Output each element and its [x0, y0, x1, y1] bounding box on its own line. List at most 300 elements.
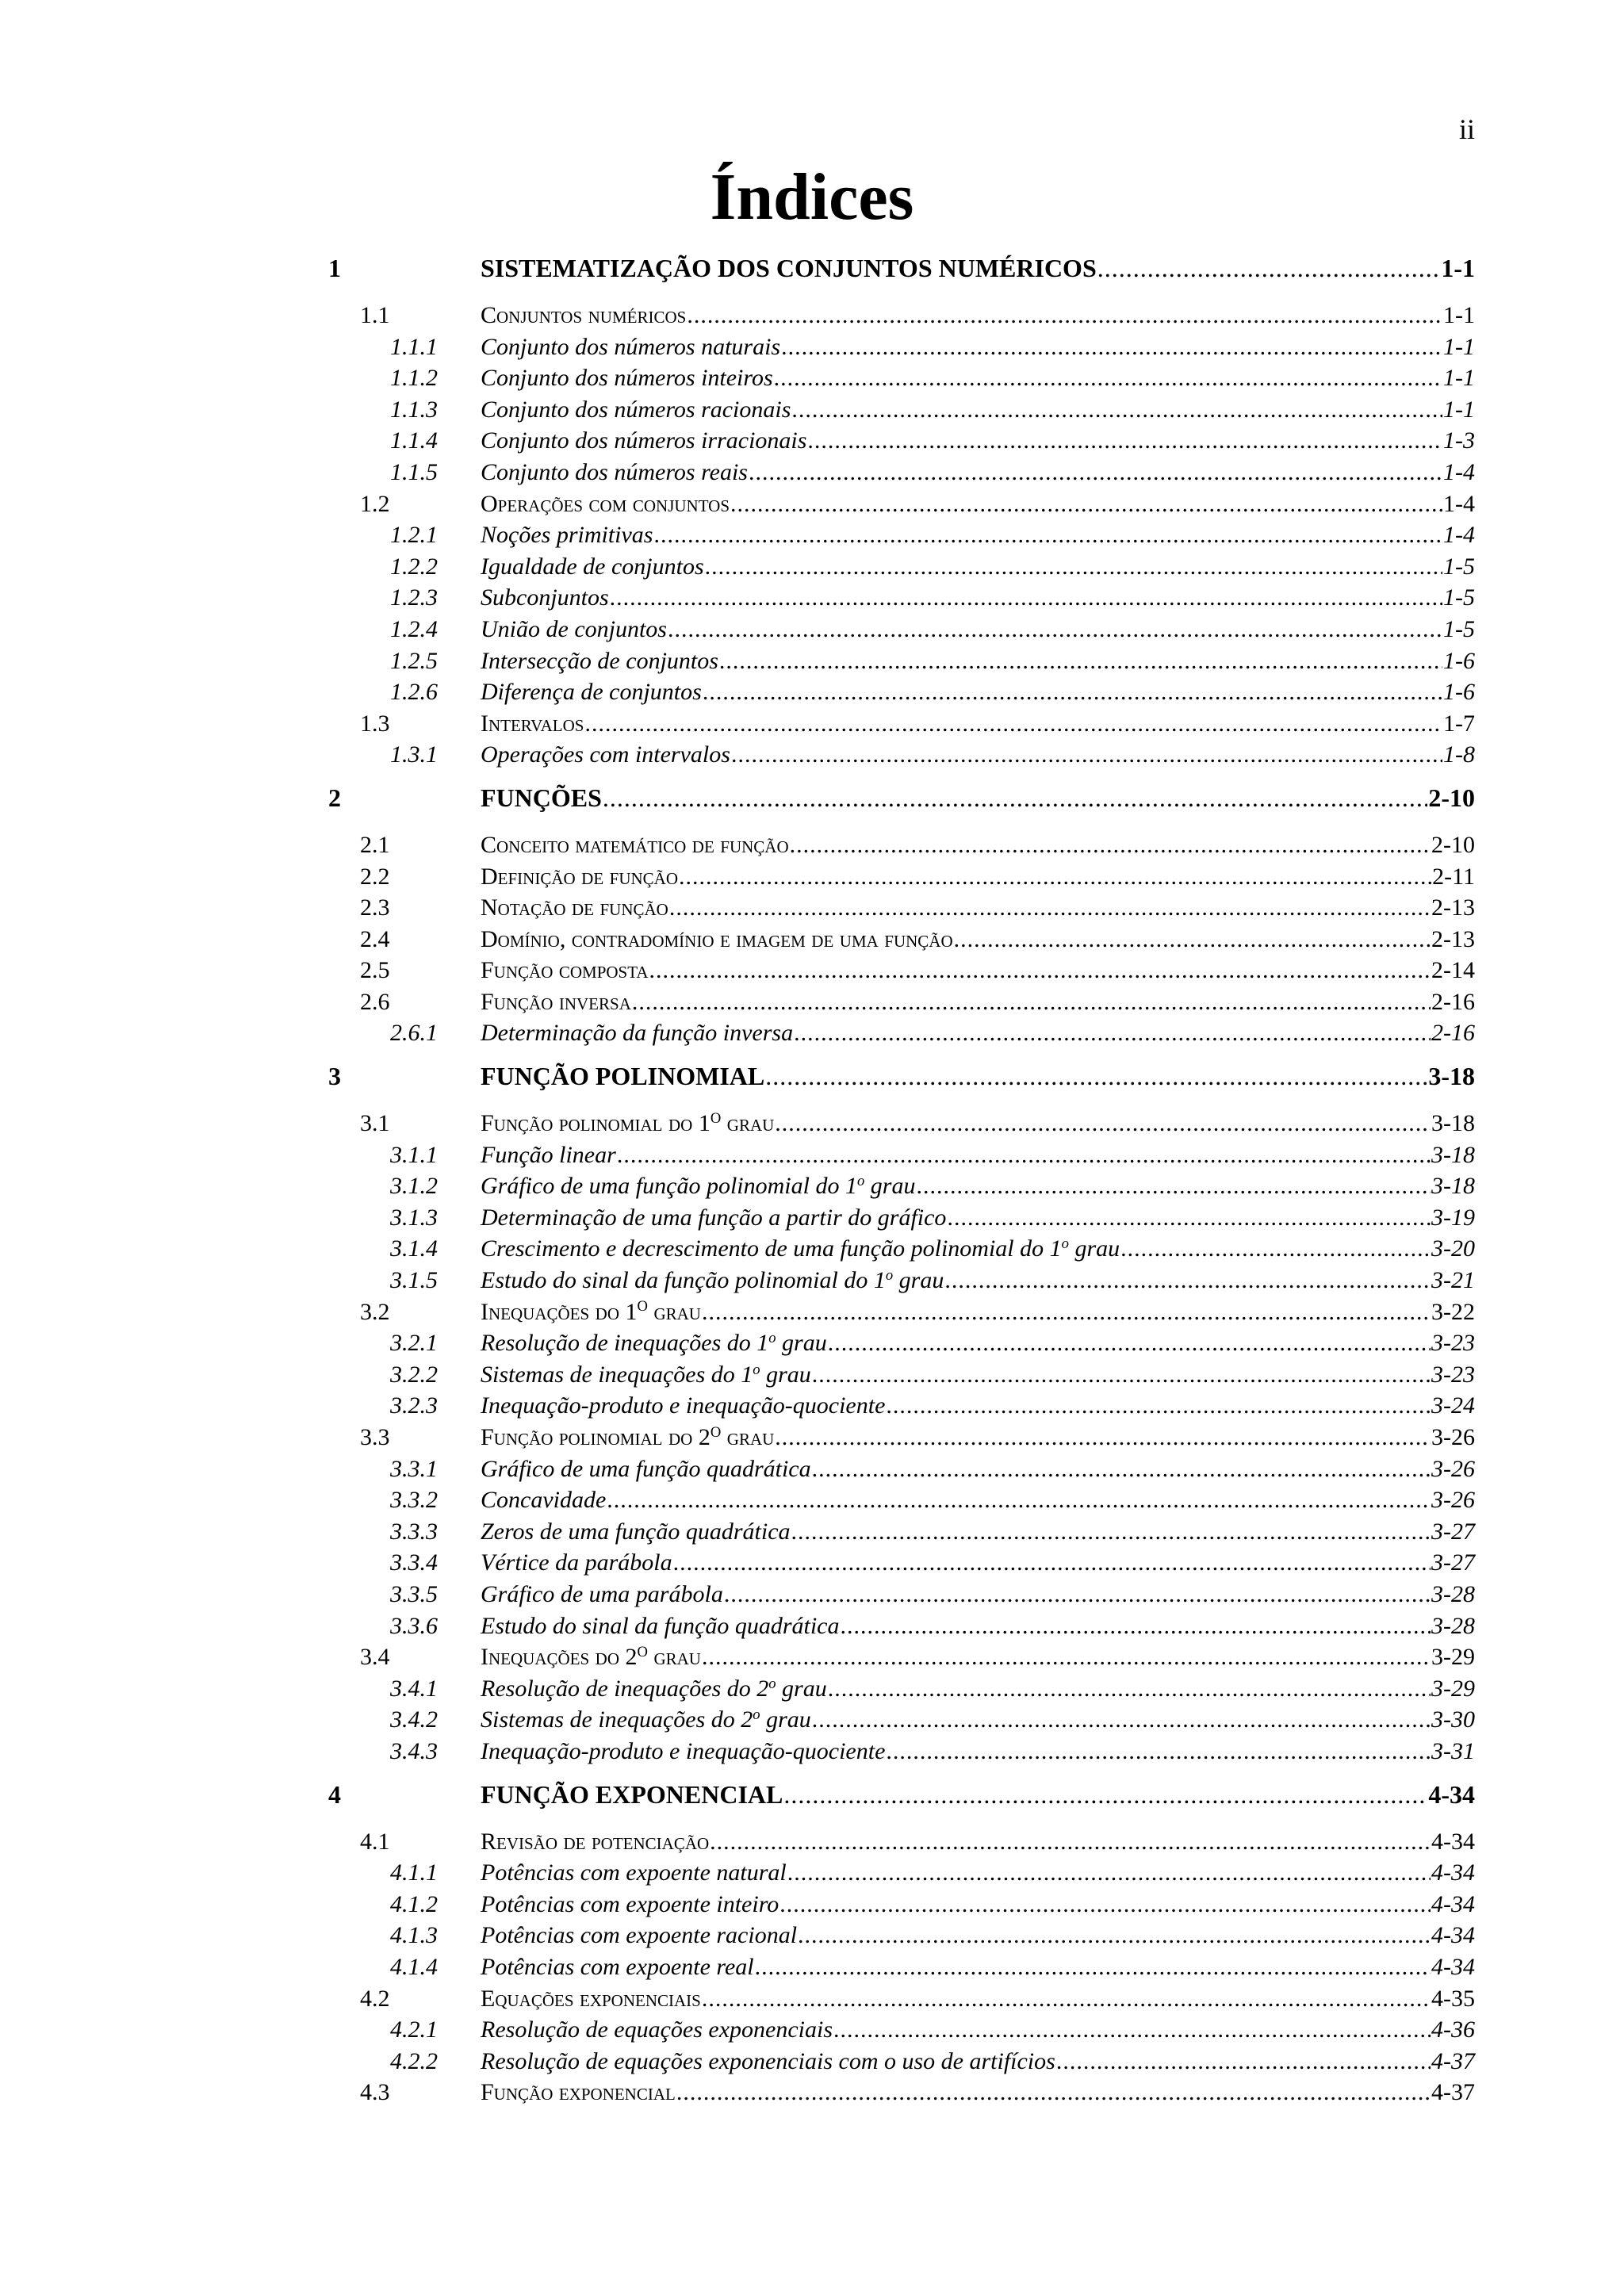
- toc-entry-title-text: Intersecção de conjuntos: [481, 647, 718, 674]
- toc-entry-3-4[interactable]: [328, 1641, 1475, 1673]
- toc-entry-title-text: Conjunto dos números reais: [481, 458, 748, 485]
- ordinal-indicator: O: [710, 1109, 722, 1127]
- toc-entry-leader-line: [481, 1453, 1475, 1485]
- toc-entry-number: 1.2.3: [390, 584, 438, 611]
- toc-entry-leader-line: [481, 708, 1475, 740]
- toc-entry-3-3-1[interactable]: [328, 1453, 1475, 1485]
- toc-entry-leader-line: [481, 252, 1475, 284]
- toc-entry-3-3-5[interactable]: [328, 1579, 1475, 1610]
- page-number: ii: [1458, 113, 1475, 145]
- toc-entry-title: [481, 362, 773, 394]
- toc-entry-leader-line: [481, 955, 1475, 986]
- toc-entry-3-3-2[interactable]: [328, 1484, 1475, 1516]
- toc-entry-page: 1-4: [1443, 522, 1475, 549]
- toc-entry-leader-line: [481, 1920, 1475, 1951]
- toc-entry-1-1-5[interactable]: [328, 457, 1475, 488]
- toc-entry-page: 3-30: [1431, 1706, 1475, 1733]
- toc-entry-leader-line: [481, 1139, 1475, 1171]
- dot-leader: [781, 331, 1442, 363]
- toc-entry-title-text: Função polinomial do 1: [481, 1110, 710, 1137]
- toc-entry-title-text: Estudo do sinal da função quadrática: [481, 1612, 840, 1639]
- ordinal-indicator: O: [637, 1298, 648, 1316]
- toc-entry-3-1-3[interactable]: [328, 1202, 1475, 1234]
- toc-entry-number: 2.6: [360, 988, 390, 1015]
- dot-leader: [702, 1983, 1431, 2015]
- toc-entry-page: 2-13: [1431, 925, 1475, 952]
- toc-entry-leader-line: [481, 488, 1475, 520]
- toc-entry-title: [481, 1139, 616, 1171]
- toc-entry-page: 4-35: [1431, 1985, 1475, 2012]
- toc-entry-page: 3-27: [1431, 1518, 1475, 1545]
- toc-entry-4-2-2[interactable]: [328, 2046, 1475, 2078]
- toc-entry-2-4[interactable]: [328, 924, 1475, 956]
- toc-entry-page: 3-23: [1431, 1361, 1475, 1388]
- toc-entry-leader-line: [481, 782, 1475, 814]
- dot-leader: [731, 739, 1442, 771]
- toc-entry-page: 4-34: [1431, 1859, 1475, 1886]
- dot-leader: [779, 1889, 1431, 1921]
- toc-entry-page: 3-18: [1431, 1173, 1475, 1200]
- toc-entry-number: 3.2.3: [390, 1392, 438, 1419]
- toc-entry-1-3-1[interactable]: [328, 739, 1475, 771]
- ordinal-indicator: o: [1061, 1235, 1069, 1253]
- toc-entry-leader-line: [481, 582, 1475, 614]
- toc-entry-number: 3.1: [360, 1110, 390, 1137]
- toc-entry-title: [481, 582, 609, 614]
- toc-entry-leader-line: [481, 1951, 1475, 1983]
- toc-entry-title: [481, 708, 584, 740]
- toc-entry-title-text: Sistemas de inequações do 2: [481, 1706, 753, 1733]
- dot-leader: [649, 955, 1431, 986]
- toc-entry-leader-line: [481, 2046, 1475, 2078]
- toc-entry-number: 1.1: [360, 302, 390, 328]
- toc-entry-3-2-1[interactable]: [328, 1327, 1475, 1359]
- dot-leader: [886, 1390, 1431, 1422]
- toc-entry-number: 2.3: [360, 894, 390, 921]
- toc-entry-leader-line: [481, 924, 1475, 956]
- toc-entry-number: 2.4: [360, 925, 390, 952]
- toc-entry-title-suffix: grau: [776, 1330, 827, 1357]
- toc-entry-3-3-3[interactable]: [328, 1516, 1475, 1548]
- toc-entry-3-4-2[interactable]: [328, 1704, 1475, 1736]
- toc-entry-page: 3-29: [1431, 1675, 1475, 1702]
- toc-entry-title: [481, 1390, 885, 1422]
- toc-entry-page: 1-5: [1443, 553, 1475, 580]
- toc-entry-number: 3.1.5: [390, 1267, 438, 1294]
- toc-entry-3[interactable]: [328, 1060, 1475, 1092]
- toc-entry-4[interactable]: [328, 1779, 1475, 1810]
- toc-entry-title: [481, 1579, 723, 1610]
- dot-leader: [1056, 2046, 1431, 2078]
- toc-entry-title: [481, 1296, 701, 1328]
- toc-entry-title-text: Conjunto dos números irracionais: [481, 427, 807, 454]
- toc-entry-page: 3-20: [1431, 1235, 1475, 1262]
- toc-entry-page: 1-1: [1441, 254, 1475, 282]
- ordinal-indicator: o: [768, 1330, 776, 1346]
- toc-entry-title: [481, 1265, 944, 1296]
- toc-entry-number: 4.2.2: [390, 2047, 438, 2074]
- toc-entry-title-text: Revisão de potenciação: [481, 1828, 710, 1855]
- toc-entry-page: 2-11: [1432, 863, 1475, 890]
- toc-entry-1-2-4[interactable]: [328, 614, 1475, 645]
- toc-entry-leader-line: [481, 1641, 1475, 1673]
- dot-leader: [730, 488, 1442, 520]
- toc-entry-2-3[interactable]: [328, 892, 1475, 924]
- toc-entry-3-1[interactable]: [328, 1108, 1475, 1139]
- toc-entry-title: [481, 488, 730, 520]
- dot-leader: [828, 1327, 1431, 1359]
- toc-entry-leader-line: [481, 1889, 1475, 1921]
- toc-entry-3-1-1[interactable]: [328, 1139, 1475, 1171]
- toc-entry-title-text: Conjunto dos números naturais: [481, 333, 781, 360]
- toc-entry-2-1[interactable]: [328, 829, 1475, 861]
- toc-entry-title: [481, 2014, 833, 2046]
- toc-entry-page: 4-34: [1431, 1922, 1475, 1949]
- toc-entry-title-text: Função linear: [481, 1141, 616, 1168]
- toc-entry-1-1-2[interactable]: [328, 362, 1475, 394]
- dot-leader: [724, 1579, 1431, 1610]
- toc-entry-number: 4.1.4: [390, 1953, 438, 1980]
- toc-entry-title-text: Gráfico de uma função polinomial do 1: [481, 1173, 857, 1200]
- dot-leader: [833, 2014, 1431, 2046]
- toc-entry-page: 3-19: [1431, 1204, 1475, 1231]
- dot-leader: [705, 551, 1442, 583]
- dot-leader: [719, 645, 1442, 677]
- toc-entry-page: 1-1: [1443, 396, 1475, 423]
- toc-entry-page: 3-23: [1431, 1330, 1475, 1357]
- toc-entry-leader-line: [481, 1704, 1475, 1736]
- dot-leader: [632, 986, 1431, 1018]
- toc-entry-page: 1-5: [1443, 584, 1475, 611]
- toc-entry-page: 1-8: [1443, 741, 1475, 768]
- toc-entry-title: [481, 1889, 779, 1921]
- toc-entry-page: 3-22: [1431, 1298, 1475, 1325]
- dot-leader: [774, 362, 1442, 394]
- toc-entry-number: 3: [328, 1062, 341, 1091]
- dot-leader: [702, 1641, 1431, 1673]
- toc-entry-3-1-2[interactable]: [328, 1170, 1475, 1202]
- ordinal-indicator: o: [753, 1361, 760, 1378]
- toc-entry-title-text: Notação de função: [481, 894, 668, 921]
- toc-entry-leader-line: [481, 829, 1475, 861]
- dot-leader: [841, 1610, 1431, 1642]
- toc-entry-title: [481, 300, 686, 331]
- toc-entry-1-1-3[interactable]: [328, 394, 1475, 426]
- toc-entry-title-suffix: grau: [721, 1110, 775, 1137]
- toc-entry-number: 1.2.5: [390, 647, 438, 674]
- dot-leader: [807, 425, 1442, 457]
- toc-entry-leader-line: [481, 1673, 1475, 1705]
- toc-entry-leader-line: [481, 394, 1475, 426]
- toc-entry-page: 1-4: [1443, 458, 1475, 485]
- toc-entry-title: [481, 1422, 774, 1453]
- toc-entry-4-1-1[interactable]: [328, 1857, 1475, 1889]
- dot-leader: [584, 708, 1442, 740]
- toc-entry-title: [481, 676, 702, 708]
- toc-entry-title: [481, 2077, 676, 2108]
- toc-entry-title-text: Função polinomial do 2: [481, 1424, 710, 1450]
- toc-entry-leader-line: [481, 1983, 1475, 2015]
- toc-entry-title-suffix: grau: [760, 1361, 811, 1388]
- toc-entry-page: 4-36: [1431, 2016, 1475, 2043]
- toc-entry-1-1-4[interactable]: [328, 425, 1475, 457]
- ordinal-indicator: o: [856, 1173, 865, 1190]
- toc-entry-3-4-1[interactable]: [328, 1673, 1475, 1705]
- toc-entry-leader-line: [481, 739, 1475, 771]
- toc-entry-title-text: FUNÇÃO EXPONENCIAL: [481, 1779, 783, 1809]
- toc-entry-number: 2.6.1: [390, 1020, 438, 1047]
- toc-entry-title: [481, 1736, 885, 1767]
- toc-entry-leader-line: [481, 1108, 1475, 1139]
- dot-leader: [812, 1359, 1431, 1391]
- dot-leader: [669, 892, 1431, 924]
- toc-entry-1-2-2[interactable]: [328, 551, 1475, 583]
- toc-entry-leader-line: [481, 1170, 1475, 1202]
- toc-entry-title: [481, 861, 678, 893]
- toc-entry-leader-line: [481, 1484, 1475, 1516]
- toc-entry-1-1-1[interactable]: [328, 331, 1475, 363]
- toc-entry-leader-line: [481, 457, 1475, 488]
- toc-entry-page: 4-34: [1431, 1953, 1475, 1980]
- toc-entry-leader-line: [481, 425, 1475, 457]
- toc-entry-number: 3.3.3: [390, 1518, 438, 1545]
- toc-entry-3-2-3[interactable]: [328, 1390, 1475, 1422]
- toc-entry-number: 1.2.2: [390, 553, 438, 580]
- toc-entry-number: 3.3.6: [390, 1612, 438, 1639]
- toc-entry-page: 3-24: [1431, 1392, 1475, 1419]
- dot-leader: [775, 1422, 1431, 1453]
- dot-leader: [828, 1673, 1431, 1705]
- toc-entry-page: 3-18: [1431, 1110, 1475, 1137]
- toc-entry-title: [481, 614, 667, 645]
- toc-entry-title-text: Gráfico de uma parábola: [481, 1580, 723, 1607]
- toc-entry-title-text: Diferença de conjuntos: [481, 679, 702, 706]
- toc-entry-4-1[interactable]: [328, 1826, 1475, 1858]
- toc-entry-1[interactable]: [328, 252, 1475, 284]
- toc-entry-number: 3.1.2: [390, 1173, 438, 1200]
- toc-entry-title: [481, 1610, 840, 1642]
- toc-entry-number: 3.4: [360, 1644, 390, 1671]
- dot-leader: [787, 1857, 1431, 1889]
- toc-entry-3-3-4[interactable]: [328, 1547, 1475, 1579]
- toc-entry-1-2-3[interactable]: [328, 582, 1475, 614]
- toc-entry-leader-line: [481, 519, 1475, 551]
- toc-entry-page: 1-1: [1443, 302, 1475, 328]
- toc-entry-title: [481, 1857, 787, 1889]
- toc-entry-title-text: Potências com expoente inteiro: [481, 1890, 779, 1917]
- toc-entry-number: 4.1.3: [390, 1922, 438, 1949]
- toc-entry-title-text: Conceito matemático de função: [481, 831, 789, 858]
- toc-entry-number: 1.1.4: [390, 427, 438, 454]
- toc-entry-title-text: Vértice da parábola: [481, 1549, 672, 1576]
- toc-entry-3-2[interactable]: [328, 1296, 1475, 1328]
- toc-entry-3-1-4[interactable]: [328, 1233, 1475, 1265]
- toc-entry-number: 4.2.1: [390, 2016, 438, 2043]
- toc-entry-1-1[interactable]: [328, 300, 1475, 331]
- toc-entry-leader-line: [481, 1390, 1475, 1422]
- toc-entry-number: 4.1.1: [390, 1859, 438, 1886]
- table-of-contents: [328, 252, 1475, 2108]
- toc-entry-title-text: Conjunto dos números racionais: [481, 396, 791, 423]
- toc-entry-title-text: Inequações do 2: [481, 1644, 638, 1671]
- toc-entry-page: 2-16: [1431, 988, 1475, 1015]
- toc-entry-title-text: Potências com expoente real: [481, 1953, 754, 1980]
- toc-entry-number: 3.2.2: [390, 1361, 438, 1388]
- toc-entry-number: 3.1.4: [390, 1235, 438, 1262]
- dot-leader: [610, 582, 1442, 614]
- toc-entry-2-5[interactable]: [328, 955, 1475, 986]
- toc-entry-4-2-1[interactable]: [328, 2014, 1475, 2046]
- toc-entry-page: 4-34: [1431, 1890, 1475, 1917]
- ordinal-indicator: O: [710, 1423, 722, 1441]
- dot-leader: [603, 782, 1427, 814]
- toc-entry-leader-line: [481, 1736, 1475, 1767]
- toc-entry-title-suffix: grau: [647, 1644, 701, 1671]
- toc-entry-title: [481, 1233, 1120, 1265]
- toc-entry-2-6[interactable]: [328, 986, 1475, 1018]
- ordinal-indicator: o: [885, 1266, 894, 1284]
- toc-entry-title: [481, 1170, 915, 1202]
- toc-entry-title: [481, 924, 953, 956]
- toc-entry-title-text: Concavidade: [481, 1487, 607, 1514]
- toc-entry-number: 4.3: [360, 2079, 390, 2106]
- dot-leader: [886, 1736, 1431, 1767]
- toc-entry-number: 3.3.5: [390, 1580, 438, 1607]
- toc-entry-leader-line: [481, 331, 1475, 363]
- toc-entry-title-text: Resolução de inequações do 2: [481, 1675, 769, 1702]
- toc-entry-title-suffix: grau: [647, 1298, 701, 1325]
- toc-entry-4-2[interactable]: [328, 1983, 1475, 2015]
- toc-entry-number: 1.1.5: [390, 458, 438, 485]
- dot-leader: [916, 1170, 1431, 1202]
- toc-entry-number: 3.1.3: [390, 1204, 438, 1231]
- toc-entry-title-text: Inequação-produto e inequação-quociente: [481, 1392, 886, 1419]
- dot-leader: [775, 1108, 1431, 1139]
- toc-entry-1-2-5[interactable]: [328, 645, 1475, 677]
- toc-entry-page: 3-18: [1428, 1062, 1475, 1091]
- toc-entry-title: [481, 252, 1097, 284]
- toc-entry-title-text: Gráfico de uma função quadrática: [481, 1455, 811, 1482]
- dot-leader: [676, 2077, 1431, 2108]
- toc-entry-leader-line: [481, 2014, 1475, 2046]
- toc-entry-title-text: Zeros de uma função quadrática: [481, 1518, 791, 1545]
- dot-leader: [703, 676, 1442, 708]
- toc-entry-leader-line: [481, 861, 1475, 893]
- toc-entry-page: 2-10: [1428, 783, 1475, 812]
- toc-entry-4-1-2[interactable]: [328, 1889, 1475, 1921]
- toc-entry-title-text: Resolução de equações exponenciais com o uso de artifícios: [481, 2047, 1055, 2074]
- toc-entry-number: 2: [328, 783, 341, 812]
- toc-entry-title: [481, 1202, 946, 1234]
- toc-entry-3-1-5[interactable]: [328, 1265, 1475, 1296]
- toc-entry-number: 4.1.2: [390, 1890, 438, 1917]
- toc-entry-leader-line: [481, 1516, 1475, 1548]
- toc-entry-leader-line: [481, 1060, 1475, 1092]
- toc-entry-number: 3.3.4: [390, 1549, 438, 1576]
- toc-entry-title: [481, 829, 789, 861]
- toc-entry-number: 4.2: [360, 1985, 390, 2012]
- toc-entry-leader-line: [481, 300, 1475, 331]
- toc-entry-3-3-6[interactable]: [328, 1610, 1475, 1642]
- toc-entry-number: 3.3.1: [390, 1455, 438, 1482]
- toc-entry-title: [481, 1826, 709, 1858]
- toc-entry-leader-line: [481, 676, 1475, 708]
- toc-entry-title: [481, 1453, 811, 1485]
- toc-entry-title: [481, 955, 649, 986]
- toc-entry-title: [481, 1017, 793, 1049]
- toc-entry-2-6-1[interactable]: [328, 1017, 1475, 1049]
- dot-leader: [668, 614, 1442, 645]
- toc-entry-title: [481, 1108, 774, 1139]
- toc-entry-leader-line: [481, 1359, 1475, 1391]
- dot-leader: [679, 861, 1431, 893]
- toc-entry-title-text: Determinação da função inversa: [481, 1020, 794, 1047]
- dot-leader: [812, 1453, 1431, 1485]
- toc-entry-leader-line: [481, 1296, 1475, 1328]
- toc-entry-number: 1.2.6: [390, 679, 438, 706]
- toc-entry-title: [481, 986, 631, 1018]
- toc-entry-leader-line: [481, 1202, 1475, 1234]
- toc-entry-leader-line: [481, 551, 1475, 583]
- dot-leader: [783, 1779, 1427, 1810]
- toc-entry-page: 3-18: [1431, 1141, 1475, 1168]
- toc-entry-title-text: Subconjuntos: [481, 584, 609, 611]
- toc-entry-1-2-6[interactable]: [328, 676, 1475, 708]
- toc-entry-title: [481, 645, 718, 677]
- toc-entry-page: 3-26: [1431, 1455, 1475, 1482]
- toc-entry-number: 3.1.1: [390, 1141, 438, 1168]
- toc-entry-title-text: Noções primitivas: [481, 522, 653, 549]
- toc-entry-1-2-1[interactable]: [328, 519, 1475, 551]
- toc-entry-4-3[interactable]: [328, 2077, 1475, 2108]
- toc-entry-page: 1-1: [1443, 333, 1475, 360]
- toc-entry-4-1-4[interactable]: [328, 1951, 1475, 1983]
- toc-entry-title-suffix: grau: [776, 1675, 827, 1702]
- toc-entry-title-text: Operações com intervalos: [481, 741, 730, 768]
- ordinal-indicator: o: [753, 1706, 760, 1724]
- toc-entry-number: 1.2: [360, 490, 390, 517]
- toc-entry-number: 1.2.4: [390, 615, 438, 642]
- toc-entry-number: 1.1.1: [390, 333, 438, 360]
- toc-entry-3-4-3[interactable]: [328, 1736, 1475, 1767]
- toc-entry-4-1-3[interactable]: [328, 1920, 1475, 1951]
- toc-entry-title-text: Resolução de inequações do 1: [481, 1330, 769, 1357]
- toc-entry-title-text: Equações exponenciais: [481, 1985, 701, 2012]
- toc-entry-page: 1-5: [1443, 615, 1475, 642]
- toc-entry-title: [481, 457, 748, 488]
- toc-entry-3-3[interactable]: [328, 1422, 1475, 1453]
- ordinal-indicator: o: [768, 1675, 776, 1692]
- dot-leader: [673, 1547, 1431, 1579]
- toc-entry-3-2-2[interactable]: [328, 1359, 1475, 1391]
- toc-entry-title: [481, 1359, 811, 1391]
- toc-entry-1-2[interactable]: [328, 488, 1475, 520]
- toc-entry-1-3[interactable]: [328, 708, 1475, 740]
- toc-entry-2-2[interactable]: [328, 861, 1475, 893]
- toc-entry-page: 3-31: [1431, 1737, 1475, 1764]
- toc-entry-title: [481, 425, 806, 457]
- toc-entry-page: 4-37: [1431, 2079, 1475, 2106]
- toc-entry-title: [481, 519, 653, 551]
- dot-leader: [798, 1920, 1431, 1951]
- toc-entry-leader-line: [481, 1422, 1475, 1453]
- toc-entry-page: 2-10: [1431, 831, 1475, 858]
- toc-entry-title-text: Igualdade de conjuntos: [481, 553, 704, 580]
- toc-entry-page: 3-21: [1431, 1267, 1475, 1294]
- toc-entry-leader-line: [481, 1017, 1475, 1049]
- toc-entry-2[interactable]: [328, 782, 1475, 814]
- toc-entry-title: [481, 1641, 701, 1673]
